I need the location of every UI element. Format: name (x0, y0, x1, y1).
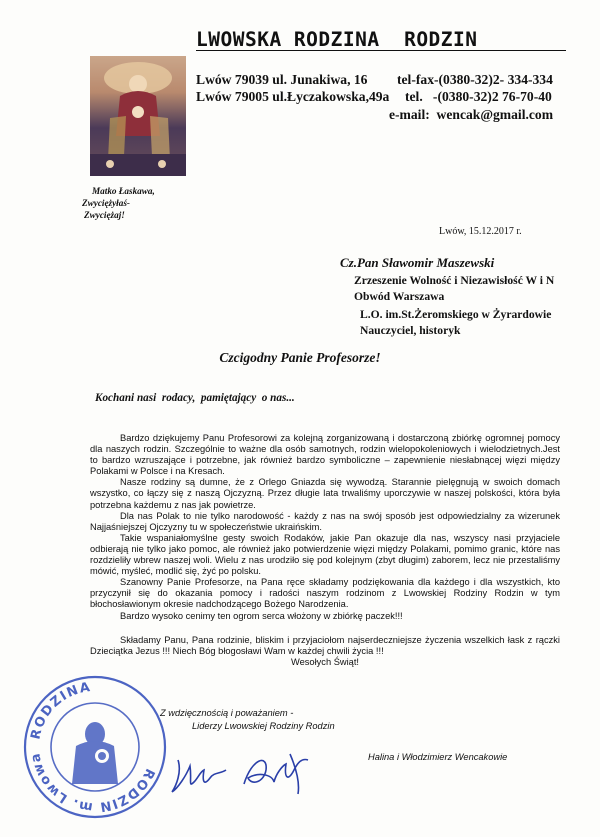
paragraph-6: Bardzo wysoko cenimy ten ogrom serca włożony w zbiórkę paczek!!! (120, 610, 403, 621)
paragraph-8: Wesołych Świąt! (290, 656, 360, 667)
recipient-district: Obwód Warszawa (354, 290, 445, 303)
icon-caption-1: Matko Łaskawa, (92, 186, 155, 196)
paragraph-2: Nasze rodziny są dumne, że z Orlego Gniazda się wywodzą. Starannie pielęgnują w swoich domach wszystko, co łączy się z naszą Ojczyzną. Przez długie lata trwaliśmy uporczywie w naszej polskości, która była potrzebna każdemu z nas jak powietrze. (90, 477, 560, 510)
organization-stamp (20, 672, 170, 822)
signature-2 (238, 748, 328, 803)
paragraph-4: Takie wspaniałomyślne gesty swoich Rodaków, jakie Pan okazuje dla nas, wszyscy nasi przyjaciele odbierają nie tylko jako pomoc, ale również jako potwierdzenie więzi między Polakami, pomimo granic, które nas rozdzieliły wbrew naszej woli. Wielu z nas urodziło się pod kolejnym (zbyt długim) zaborem, lecz nie przestaliśmy mówić, myśleć, modlić się, żyć po polsku. (90, 532, 560, 577)
recipient-org: Zrzeszenie Wolność i Niezawisłość W i N (354, 274, 555, 287)
letter-date: Lwów, 15.12.2017 r. (439, 226, 522, 237)
icon-painting (90, 56, 186, 176)
stamp-text-upper: RODZIN m. Lwowa (28, 751, 158, 815)
paragraph-7: Składamy Panu, Pana rodzinie, bliskim i przyjaciołom najserdeczniejsze życzenia wszelkich łask z rączki Dzieciątka Jezus !!! Niech Bóg błogosławi Wam w każdej chwili życia !!! (90, 634, 560, 656)
religious-icon-image (90, 56, 186, 176)
paragraph-1: Bardzo dziękujemy Panu Profesorowi za kolejną zorganizowaną i dostarczoną zbiórkę ogromnej pomocy dla naszych rodzin. Szczególnie to ważne dla osób samotnych, rodzin wielopokoleniowych i wielodzietnych.Jest to bardzo wzruszające i potrzebne, jak również bardzo symboliczne – zapewnienie niesłabnącej więzi między Polakami w Polsce i na Kresach. (90, 433, 560, 477)
recipient-name: Cz.Pan Sławomir Maszewski (340, 255, 495, 270)
icon-caption-2: Zwyciężyłaś- (82, 198, 130, 208)
icon-caption-3: Zwyciężaj! (84, 210, 125, 220)
svg-text:RODZINA (28, 680, 92, 741)
greeting: Kochani nasi rodacy, pamiętający o nas... (95, 392, 295, 404)
org-title: LWOWSKA RODZINA RODZIN (196, 28, 478, 51)
recipient-role: Nauczyciel, historyk (360, 324, 461, 337)
address-line-2: Lwów 79005 ul.Łyczakowska,49a (196, 89, 390, 104)
signature-1 (168, 752, 248, 802)
letter-body (90, 433, 560, 668)
closing-line-2: Liderzy Lwowskiej Rodziny Rodzin (192, 721, 335, 731)
paragraph-3: Dla nas Polak to nie tylko narodowość - każdy z nas na swój sposób jest odpowiedzialny za wizerunek Najjaśniejszej Ojczyzny tu w społeczeństwie ukraińskim. (90, 510, 560, 532)
closing-line-1: Z wdzięcznością i poważaniem - (160, 708, 294, 718)
phone: tel. -(0380-32)2 76-70-40 (405, 89, 552, 104)
address-line-1: Lwów 79039 ul. Junakiwa, 16 (196, 72, 368, 87)
title-underline (196, 50, 566, 51)
recipient-school: L.O. im.St.Żeromskiego w Żyrardowie (360, 308, 552, 321)
email: e-mail: wencak@gmail.com (389, 107, 554, 122)
paragraph-5: Szanowny Panie Profesorze, na Pana ręce składamy podziękowania dla każdego i dla wszystkich, kto przyczynił się do okazania pomocy i radości naszym rodzinom z Lwowskiej Rodziny Rodzin w tym błochosławionym okresie nadchodzącego Bożego Narodzenia. (90, 577, 560, 610)
signatories: Halina i Włodzimierz Wencakowie (368, 752, 508, 762)
salutation: Czcigodny Panie Profesorze! (219, 350, 381, 365)
phone-fax: tel-fax-(0380-32)2- 334-334 (397, 72, 553, 87)
stamp-text-lower: RODZINA (28, 679, 93, 741)
